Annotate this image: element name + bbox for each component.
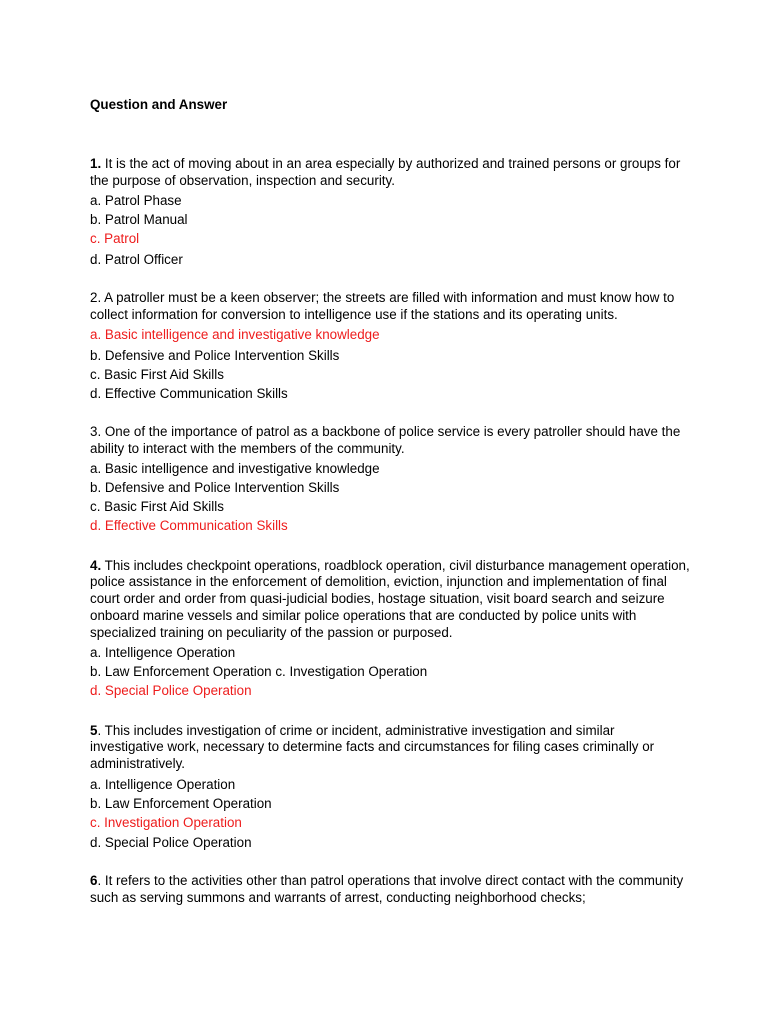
question-text (90, 290, 690, 323)
question-number: 2. (90, 289, 102, 305)
question-text (90, 558, 690, 642)
answer-option-correct: c. Investigation Operation (90, 814, 242, 830)
question-1 (90, 156, 690, 268)
question-6 (90, 873, 690, 906)
answer-option: d. Patrol Officer (90, 251, 183, 267)
answer-option: b. Law Enforcement Operation (90, 795, 272, 811)
document-title: Question and Answer (90, 97, 228, 112)
answer-option: d. Special Police Operation (90, 835, 252, 851)
question-body: . This includes investigation of crime or incident, administrative investigation and similar investigative work, necessary to determine facts and circumstances for filing cases criminally or administratively. (90, 722, 655, 772)
question-body: It is the act of moving about in an area especially by authorized and trained persons or groups for the purpose of observation, inspection and security. (90, 156, 681, 188)
question-body: . It refers to the activities other than patrol operations that involve direct contact with the community such as serving summons and warrants of arrest, conducting neighborhood checks; (90, 873, 684, 906)
document-page (90, 96, 690, 929)
answer-option: b. Patrol Manual (90, 212, 188, 228)
answer-option: b. Defensive and Police Intervention Skills (90, 480, 340, 496)
question-5 (90, 723, 690, 852)
question-body: This includes checkpoint operations, roadblock operation, civil disturbance management operation, police assistance in the enforcement of demolition, eviction, injunction and implementation of final court order and order from quasi-judicial bodies, hostage situation, visit board search and seizure onboard marine vessels and similar police operations that are conducted by police units with specialized training on peculiarity of the passion or purposed. (90, 557, 690, 640)
question-number: 3. (90, 423, 102, 439)
question-3 (90, 424, 690, 536)
question-text (90, 723, 690, 773)
question-text (90, 873, 690, 906)
question-number: 6 (90, 873, 98, 889)
question-number: 4. (90, 557, 102, 573)
answer-option: d. Effective Communication Skills (90, 385, 288, 401)
answer-option: a. Basic intelligence and investigative knowledge (90, 461, 380, 477)
answer-option: c. Basic First Aid Skills (90, 499, 224, 515)
question-text (90, 156, 690, 189)
answer-option: a. Intelligence Operation (90, 645, 236, 661)
question-2 (90, 290, 690, 402)
question-text (90, 424, 690, 457)
question-number: 1. (90, 156, 102, 171)
answer-option-correct: a. Basic intelligence and investigative knowledge (90, 327, 380, 343)
answer-option-correct: c. Patrol (90, 231, 140, 247)
question-body: One of the importance of patrol as a backbone of police service is every patroller should have the ability to interact with the members of the community. (90, 423, 681, 456)
question-list (90, 156, 690, 907)
answer-option-correct: d. Special Police Operation (90, 683, 252, 699)
answer-option: b. Law Enforcement Operation c. Investigation Operation (90, 664, 428, 680)
answer-option: b. Defensive and Police Intervention Skills (90, 347, 340, 363)
answer-option-correct: d. Effective Communication Skills (90, 518, 288, 534)
answer-option: a. Intelligence Operation (90, 776, 236, 792)
answer-option: a. Patrol Phase (90, 193, 182, 209)
question-4 (90, 558, 690, 701)
question-body: A patroller must be a keen observer; the streets are filled with information and must know how to collect information for conversion to intelligence use if the stations and its operating units. (90, 289, 675, 322)
question-number: 5 (90, 722, 98, 738)
answer-option: c. Basic First Aid Skills (90, 366, 224, 382)
